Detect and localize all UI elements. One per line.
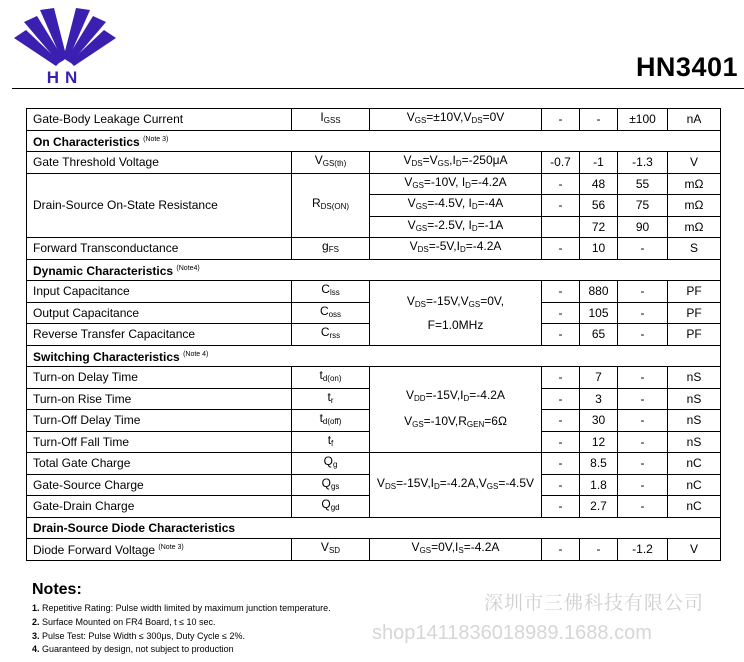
typ-value: 2.7 bbox=[580, 496, 618, 518]
max-value: - bbox=[618, 281, 668, 303]
condition-cell: $V_{GS}=-4.5V$, $I_D=-4A$ bbox=[370, 195, 542, 217]
table-row bbox=[27, 152, 721, 174]
min-value: - bbox=[542, 302, 580, 324]
min-value: - bbox=[542, 109, 580, 131]
part-number: HN3401 bbox=[635, 52, 738, 82]
condition-cell: $V_{GS}=\pm 10V,V_{DS}=0V$ bbox=[370, 109, 542, 131]
unit-cell: PF bbox=[668, 324, 721, 346]
max-value: -1.2 bbox=[618, 539, 668, 561]
max-value: - bbox=[618, 367, 668, 389]
typ-value: 56 bbox=[580, 195, 618, 217]
symbol-cell: $t_{d(on)}$ bbox=[292, 367, 370, 389]
symbol-cell: $t_r$ bbox=[292, 388, 370, 410]
min-value: - bbox=[542, 410, 580, 432]
param-name: Input Capacitance bbox=[27, 281, 292, 303]
param-name: Forward Transconductance bbox=[27, 238, 292, 260]
param-name: Diode Forward Voltage $^{(Note 3)}$ bbox=[27, 539, 292, 561]
section-header-diode: Drain-Source Diode Characteristics bbox=[27, 517, 721, 539]
max-value: - bbox=[618, 324, 668, 346]
min-value: - bbox=[542, 238, 580, 260]
unit-cell: mΩ bbox=[668, 195, 721, 217]
unit-cell: mΩ bbox=[668, 173, 721, 195]
typ-value: - bbox=[580, 539, 618, 561]
param-name: Gate-Drain Charge bbox=[27, 496, 292, 518]
notes-list bbox=[32, 602, 331, 657]
unit-cell: nS bbox=[668, 367, 721, 389]
condition-cell: $V_{GS}=0V,I_S=-4.2A$ bbox=[370, 539, 542, 561]
min-value: - bbox=[542, 453, 580, 475]
unit-cell: nC bbox=[668, 496, 721, 518]
typ-value: 65 bbox=[580, 324, 618, 346]
table-row bbox=[27, 173, 721, 195]
table-row bbox=[27, 367, 721, 389]
max-value: - bbox=[618, 496, 668, 518]
min-value: - bbox=[542, 539, 580, 561]
max-value: 55 bbox=[618, 173, 668, 195]
min-value: - bbox=[542, 324, 580, 346]
param-name: Turn-Off Fall Time bbox=[27, 431, 292, 453]
symbol-cell: $R_{DS(ON)}$ bbox=[292, 173, 370, 238]
param-name: Output Capacitance bbox=[27, 302, 292, 324]
symbol-cell: $C_{oss}$ bbox=[292, 302, 370, 324]
unit-cell: nA bbox=[668, 109, 721, 131]
param-name: Turn-on Delay Time bbox=[27, 367, 292, 389]
unit-cell: V bbox=[668, 539, 721, 561]
table-row bbox=[27, 238, 721, 260]
symbol-cell: $I_{GSS}$ bbox=[292, 109, 370, 131]
max-value: - bbox=[618, 431, 668, 453]
typ-value: - bbox=[580, 109, 618, 131]
min-value bbox=[542, 216, 580, 238]
typ-value: 8.5 bbox=[580, 453, 618, 475]
condition-cell: $V_{DS}=-15V,V_{GS}=0V$, F=1.0MHz bbox=[370, 281, 542, 346]
min-value: - bbox=[542, 281, 580, 303]
symbol-cell: $t_{d(off)}$ bbox=[292, 410, 370, 432]
unit-cell: nC bbox=[668, 474, 721, 496]
condition-cell: $V_{GS}=-2.5V$, $I_D=-1A$ bbox=[370, 216, 542, 238]
symbol-cell: $t_f$ bbox=[292, 431, 370, 453]
param-name: Gate-Body Leakage Current bbox=[27, 109, 292, 131]
unit-cell: PF bbox=[668, 281, 721, 303]
max-value: - bbox=[618, 453, 668, 475]
table-row bbox=[27, 453, 721, 475]
param-name: Reverse Transfer Capacitance bbox=[27, 324, 292, 346]
symbol-cell: $V_{GS(th)}$ bbox=[292, 152, 370, 174]
typ-value: 1.8 bbox=[580, 474, 618, 496]
section-header-row bbox=[27, 259, 721, 281]
company-logo bbox=[12, 4, 118, 86]
note-item: 1. Repetitive Rating: Pulse width limited by maximum junction temperature. bbox=[32, 603, 331, 613]
param-name: Gate Threshold Voltage bbox=[27, 152, 292, 174]
typ-value: 3 bbox=[580, 388, 618, 410]
unit-cell: mΩ bbox=[668, 216, 721, 238]
section-header-row bbox=[27, 517, 721, 539]
typ-value: 10 bbox=[580, 238, 618, 260]
max-value: 90 bbox=[618, 216, 668, 238]
min-value: - bbox=[542, 195, 580, 217]
unit-cell: PF bbox=[668, 302, 721, 324]
condition-cell: $V_{DS}=-5V,I_D=-4.2A$ bbox=[370, 238, 542, 260]
symbol-cell: $Q_{gd}$ bbox=[292, 496, 370, 518]
max-value: - bbox=[618, 388, 668, 410]
table-row bbox=[27, 109, 721, 131]
svg-text:HN: HN bbox=[46, 68, 84, 86]
min-value: - bbox=[542, 496, 580, 518]
symbol-cell: $Q_{gs}$ bbox=[292, 474, 370, 496]
max-value: 75 bbox=[618, 195, 668, 217]
condition-cell: $V_{DD}=-15V,I_D=-4.2A$ $V_{GS}=-10V,R_{GEN}=6\Omega$ bbox=[370, 367, 542, 453]
min-value: -0.7 bbox=[542, 152, 580, 174]
typ-value: 48 bbox=[580, 173, 618, 195]
unit-cell: S bbox=[668, 238, 721, 260]
param-name: Gate-Source Charge bbox=[27, 474, 292, 496]
typ-value: 105 bbox=[580, 302, 618, 324]
condition-cell: $V_{GS}=-10V$, $I_D=-4.2A$ bbox=[370, 173, 542, 195]
section-header-dynamic: Dynamic Characteristics $^{(Note4)}$ bbox=[27, 259, 721, 281]
symbol-cell: $g_{FS}$ bbox=[292, 238, 370, 260]
typ-value: 72 bbox=[580, 216, 618, 238]
param-name: Total Gate Charge bbox=[27, 453, 292, 475]
param-name: Drain-Source On-State Resistance bbox=[27, 173, 292, 238]
symbol-cell: $C_{rss}$ bbox=[292, 324, 370, 346]
condition-cell: $V_{DS}=-15V,I_D=-4.2A,V_{GS}=-4.5V$ bbox=[370, 453, 542, 518]
unit-cell: nS bbox=[668, 388, 721, 410]
typ-value: 12 bbox=[580, 431, 618, 453]
table-row bbox=[27, 281, 721, 303]
electrical-characteristics-table bbox=[26, 108, 721, 561]
min-value: - bbox=[542, 367, 580, 389]
watermark-company: 深圳市三佛科技有限公司 bbox=[484, 593, 705, 614]
section-header-on: On Characteristics $^{(Note 3)}$ bbox=[27, 130, 721, 152]
typ-value: 30 bbox=[580, 410, 618, 432]
table-row bbox=[27, 539, 721, 561]
section-header-switching: Switching Characteristics $^{(Note 4)}$ bbox=[27, 345, 721, 367]
max-value: ±100 bbox=[618, 109, 668, 131]
max-value: - bbox=[618, 302, 668, 324]
min-value: - bbox=[542, 431, 580, 453]
header-divider bbox=[12, 88, 744, 89]
notes-title: Notes: bbox=[32, 581, 82, 598]
max-value: - bbox=[618, 410, 668, 432]
max-value: - bbox=[618, 238, 668, 260]
min-value: - bbox=[542, 388, 580, 410]
unit-cell: V bbox=[668, 152, 721, 174]
condition-cell: $V_{DS}=V_{GS},I_D=-250\mu A$ bbox=[370, 152, 542, 174]
note-item: 4. Guaranteed by design, not subject to production bbox=[32, 644, 234, 655]
symbol-cell: $C_{lss}$ bbox=[292, 281, 370, 303]
max-value: - bbox=[618, 474, 668, 496]
param-name: Turn-Off Delay Time bbox=[27, 410, 292, 432]
typ-value: 880 bbox=[580, 281, 618, 303]
unit-cell: nS bbox=[668, 410, 721, 432]
typ-value: -1 bbox=[580, 152, 618, 174]
max-value: -1.3 bbox=[618, 152, 668, 174]
symbol-cell: $V_{SD}$ bbox=[292, 539, 370, 561]
note-item: 2. Surface Mounted on FR4 Board, t ≤ 10 sec. bbox=[32, 616, 216, 627]
watermark-shop-url: shop1411836018989.1688.com bbox=[372, 622, 652, 644]
min-value: - bbox=[542, 173, 580, 195]
note-item: 3. Pulse Test: Pulse Width ≤ 300μs, Duty Cycle ≤ 2%. bbox=[32, 630, 246, 641]
min-value: - bbox=[542, 474, 580, 496]
section-header-row bbox=[27, 130, 721, 152]
typ-value: 7 bbox=[580, 367, 618, 389]
unit-cell: nS bbox=[668, 431, 721, 453]
symbol-cell: $Q_g$ bbox=[292, 453, 370, 475]
param-name: Turn-on Rise Time bbox=[27, 388, 292, 410]
unit-cell: nC bbox=[668, 453, 721, 475]
section-header-row bbox=[27, 345, 721, 367]
